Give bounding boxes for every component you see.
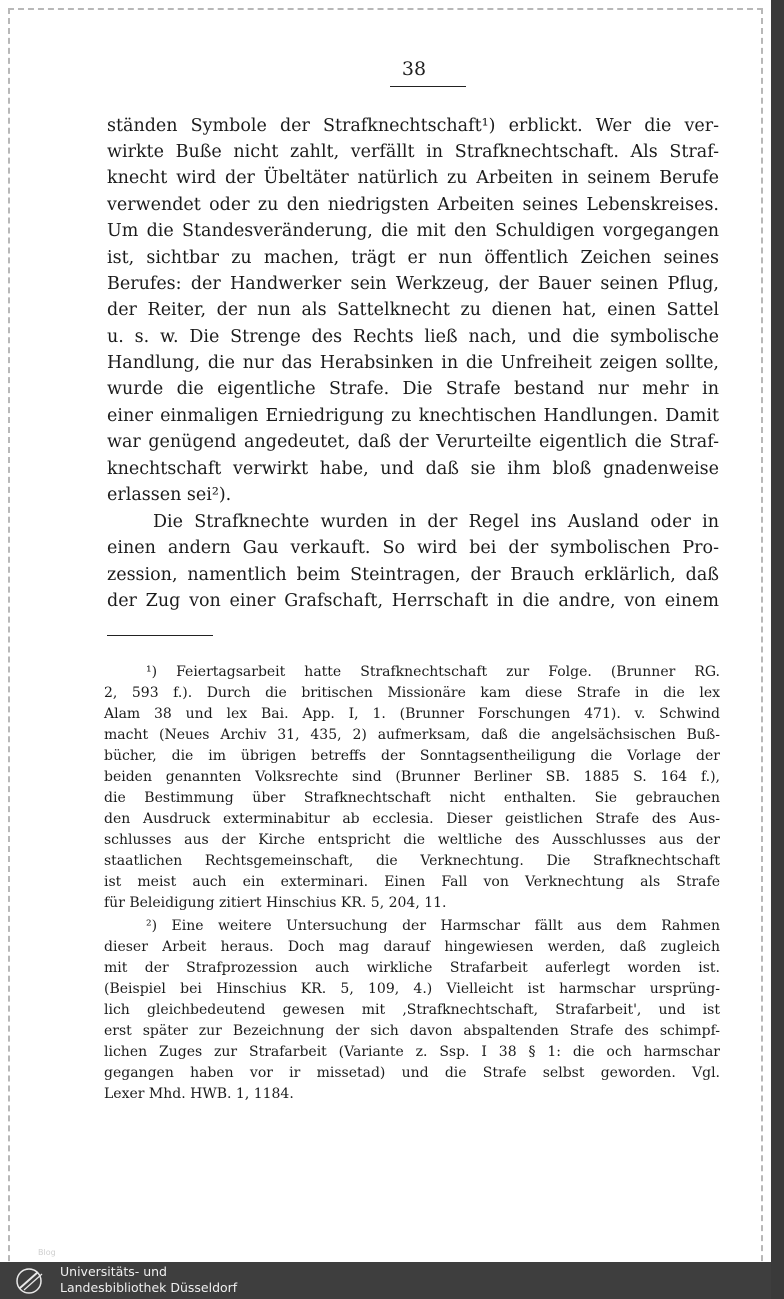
footnote-line: (Beispiel bei Hinschius KR. 5, 109, 4.) Vielleicht ist harmschar ursprüng-: [104, 981, 720, 997]
footnote-line: ²) Eine weitere Untersuchung der Harmschar fällt aus dem Rahmen: [146, 918, 720, 934]
footnote-line: die Bestimmung über Strafknechtschaft nicht enthalten. Sie gebrauchen: [104, 790, 720, 806]
footer-library-name-line2[interactable]: Landesbibliothek Düsseldorf: [60, 1280, 238, 1295]
footer-small-label: Blog: [38, 1248, 56, 1257]
body-line: knechtschaft verwirkt habe, und daß sie ihm bloß gnadenweise: [107, 459, 719, 479]
body-line: der Zug von einer Grafschaft, Herrschaft in die andre, von einem: [107, 591, 719, 611]
right-edge-strip: [771, 0, 784, 1299]
body-line: erlassen sei²).: [107, 485, 232, 505]
body-line: Berufes: der Handwerker sein Werkzeug, der Bauer seinen Pflug,: [107, 274, 719, 294]
header-rule: [390, 86, 466, 87]
body-line: verwendet oder zu den niedrigsten Arbeiten seines Lebenskreises.: [107, 195, 719, 215]
footnote-line: Alam 38 und lex Bai. App. I, 1. (Brunner Forschungen 471). v. Schwind: [104, 706, 720, 722]
footnote-line: staatlichen Rechtsgemeinschaft, die Verknechtung. Die Strafknechtschaft: [104, 853, 720, 869]
footnote-line: erst später zur Bezeichnung der sich davon abspaltenden Strafe des schimpf-: [104, 1023, 720, 1039]
footnote-line: dieser Arbeit heraus. Doch mag darauf hingewiesen werden, daß zugleich: [104, 939, 720, 955]
footer-library-name-line1[interactable]: Universitäts- und: [60, 1264, 167, 1279]
footnote-line: beiden genannten Volksrechte sind (Brunner Berliner SB. 1885 S. 164 f.),: [104, 769, 720, 785]
footnote-line: macht (Neues Archiv 31, 435, 2) aufmerksam, daß die angelsächsischen Buß-: [104, 727, 720, 743]
footnote-line: bücher, die im übrigen betreffs der Sonntagsentheiligung die Vorlage der: [104, 748, 720, 764]
body-line: der Reiter, der nun als Sattelknecht zu dienen hat, einen Sattel: [107, 300, 719, 320]
page-number: 38: [401, 58, 427, 80]
body-line: einen andern Gau verkauft. So wird bei der symbolischen Pro-: [107, 538, 719, 558]
footnote-line: 2, 593 f.). Durch die britischen Missionäre kam diese Strafe in die lex: [104, 685, 720, 701]
body-line: wirkte Buße nicht zahlt, verfällt in Strafknechtschaft. Als Straf-: [107, 142, 719, 162]
footnote-line: lichen Zuges zur Strafarbeit (Variante z. Ssp. I 38 § 1: die och harmschar: [104, 1044, 720, 1060]
body-line: u. s. w. Die Strenge des Rechts ließ nach, und die symbolische: [107, 327, 719, 347]
footnote-line: für Beleidigung zitiert Hinschius KR. 5, 204, 11.: [104, 895, 447, 911]
footnote-line: mit der Strafprozession auch wirkliche Strafarbeit auferlegt worden ist.: [104, 960, 720, 976]
body-line: war genügend angedeutet, daß der Verurteilte eigentlich die Straf-: [107, 432, 719, 452]
footnote-line: schlusses aus der Kirche entspricht die weltliche des Ausschlusses aus der: [104, 832, 720, 848]
body-line: Handlung, die nur das Herabsinken in die Unfreiheit zeigen sollte,: [107, 353, 719, 373]
footnote-line: lich gleichbedeutend gewesen mit ‚Strafknechtschaft, Strafarbeit', und ist: [104, 1002, 720, 1018]
footnote-line: gegangen haben vor ir missetad) und die Strafe selbst geworden. Vgl.: [104, 1065, 720, 1081]
footnote-line: ist meist auch ein exterminari. Einen Fall von Verknechtung als Strafe: [104, 874, 720, 890]
body-line: Um die Standesveränderung, die mit den Schuldigen vorgegangen: [107, 221, 719, 241]
body-line: wurde die eigentliche Strafe. Die Strafe bestand nur mehr in: [107, 379, 719, 399]
footnote-line: ¹) Feiertagsarbeit hatte Strafknechtschaft zur Folge. (Brunner RG.: [146, 664, 720, 680]
body-line: zession, namentlich beim Steintragen, der Brauch erklärlich, daß: [107, 565, 719, 585]
body-line: Die Strafknechte wurden in der Regel ins Ausland oder in: [153, 512, 719, 532]
footnote-line: Lexer Mhd. HWB. 1, 1184.: [104, 1086, 294, 1102]
body-line: einer einmaligen Erniedrigung zu knechtischen Handlungen. Damit: [107, 406, 719, 426]
library-logo-icon: [14, 1266, 48, 1296]
body-line: ist, sichtbar zu machen, trägt er nun öffentlich Zeichen seines: [107, 248, 719, 268]
footnote-rule: [107, 635, 213, 636]
body-line: knecht wird der Übeltäter natürlich zu Arbeiten in seinem Berufe: [107, 168, 719, 188]
footnote-line: den Ausdruck exterminabitur ab ecclesia. Dieser geistlichen Strafe des Aus-: [104, 811, 720, 827]
body-line: ständen Symbole der Strafknechtschaft¹) erblickt. Wer die ver-: [107, 116, 719, 136]
